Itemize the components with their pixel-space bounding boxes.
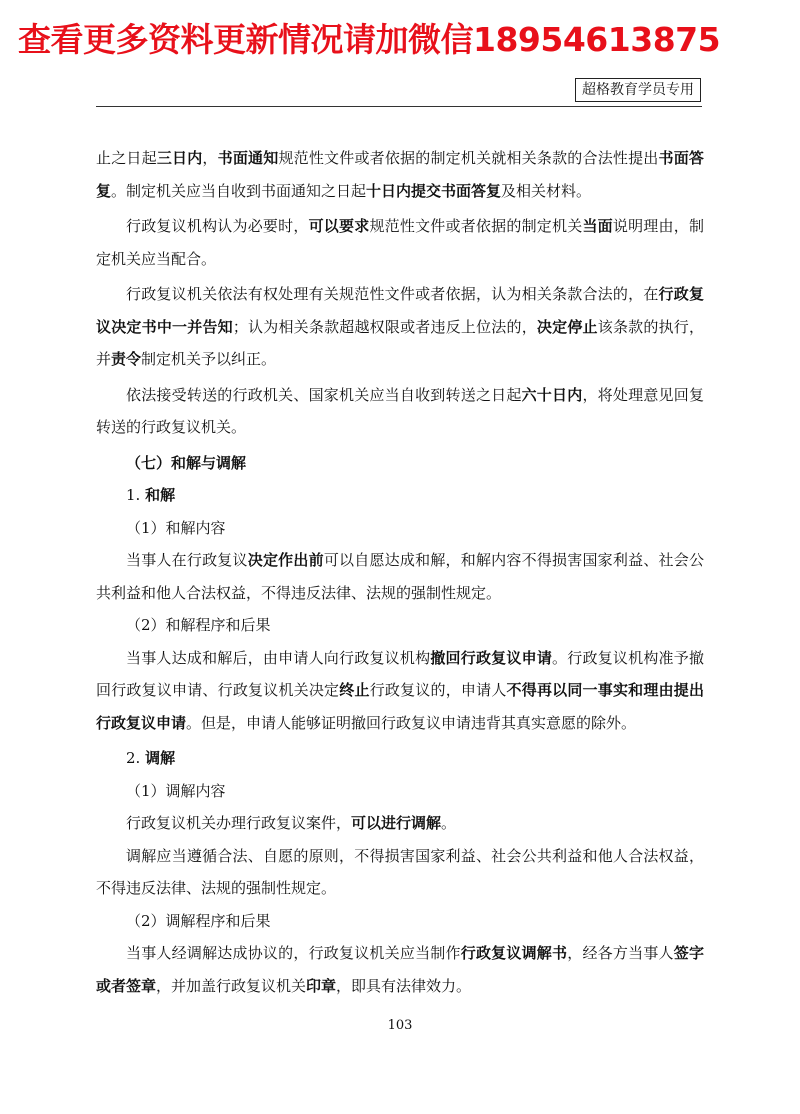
emphasis-text: 六十日内 xyxy=(521,385,583,404)
section-heading xyxy=(96,609,704,642)
text-run: ，即具有法律效力。 xyxy=(336,976,472,995)
emphasis-text: 可以进行调解 xyxy=(351,814,442,832)
emphasis-text: 可以要求 xyxy=(308,217,370,235)
paragraph xyxy=(96,142,704,207)
text-run: 规范性文件或者依据的制定机关就相关条款的合法性提出 xyxy=(278,149,659,167)
text-run: （2）调解程序和后果 xyxy=(126,911,271,930)
emphasis-text: 终止 xyxy=(339,681,370,699)
paragraph xyxy=(96,840,704,905)
document-body xyxy=(96,142,704,1002)
section-heading xyxy=(96,905,704,938)
paragraph xyxy=(96,807,704,840)
section-heading xyxy=(96,775,704,808)
text-run: 该条款的执行，并 xyxy=(96,317,704,368)
paragraph xyxy=(96,937,704,1002)
text-run: 当事人在行政复议 xyxy=(126,551,248,569)
header-badge: 超格教育学员专用 xyxy=(575,78,701,102)
emphasis-text: 调解 xyxy=(145,749,176,767)
text-run: 。制定机关应当自收到书面通知之日起 xyxy=(111,181,367,200)
text-run: 调解应当遵循合法、自愿的原则，不得损害国家利益、社会公共利益和他人合法权益，不得违反法律、法规的强制性规定。 xyxy=(96,846,704,897)
emphasis-text: 书面通知 xyxy=(217,149,279,167)
text-run: ，经各方当事人 xyxy=(567,944,674,962)
text-run: 行政复议机关办理行政复议案件， xyxy=(126,814,352,832)
text-run: 及相关材料。 xyxy=(501,181,592,200)
header-rule xyxy=(96,106,702,107)
text-run: ，将处理意见回复转送的行政复议机关。 xyxy=(96,385,704,436)
text-run: 规范性文件或者依据的制定机关 xyxy=(369,217,583,235)
emphasis-text: 印章 xyxy=(306,976,337,995)
emphasis-text: 行政复议决定书中一并告知 xyxy=(96,285,704,336)
emphasis-text: 不得再以同一事实和理由提出行政复议申请 xyxy=(96,681,704,732)
emphasis-text: 书面答复 xyxy=(96,149,704,200)
text-run: 行政复议机关依法有权处理有关规范性文件或者依据，认为相关条款合法的，在 xyxy=(126,285,659,303)
text-run: 说明理由，制定机关应当配合。 xyxy=(96,217,704,268)
text-run: 可以自愿达成和解，和解内容不得损害国家利益、社会公共利益和他人合法权益，不得违反法律、法规的强制性规定。 xyxy=(96,551,704,602)
text-run: 当事人经调解达成协议的，行政复议机关应当制作 xyxy=(126,944,461,962)
text-run: 。行政复议机构准予撤回行政复议申请、行政复议机关决定 xyxy=(96,648,704,699)
page-number: 103 xyxy=(387,1018,413,1033)
text-run: 。但是，申请人能够证明撤回行政复议申请违背其真实意愿的除外。 xyxy=(186,713,637,732)
section-heading xyxy=(96,512,704,545)
text-run: 1. xyxy=(126,486,146,504)
watermark-banner: 查看更多资料更新情况请加微信18954613875 xyxy=(18,20,721,59)
section-heading xyxy=(96,447,704,480)
text-run: 行政复议机构认为必要时， xyxy=(126,217,309,235)
emphasis-text: 和解 xyxy=(145,486,176,504)
text-run: ， xyxy=(202,149,218,167)
emphasis-text: 责令 xyxy=(111,350,142,368)
text-run: （2）和解程序和后果 xyxy=(126,616,271,634)
text-run: ；认为相关条款超越权限或者违反上位法的， xyxy=(232,317,537,336)
emphasis-text: 当面 xyxy=(582,217,613,235)
emphasis-text: 决定作出前 xyxy=(247,551,324,569)
section-heading xyxy=(96,742,704,775)
emphasis-text: （七）和解与调解 xyxy=(126,453,247,472)
text-run: 依法接受转送的行政机关、国家机关应当自收到转送之日起 xyxy=(126,385,522,404)
text-run: 2. xyxy=(126,749,146,767)
emphasis-text: 十日内提交书面答复 xyxy=(366,181,502,200)
text-run: 止之日起 xyxy=(96,149,157,167)
emphasis-text: 决定停止 xyxy=(536,317,598,336)
paragraph xyxy=(96,379,704,444)
emphasis-text: 行政复议调解书 xyxy=(460,944,568,962)
text-run: 制定机关予以纠正。 xyxy=(141,350,277,368)
paragraph xyxy=(96,278,704,376)
paragraph xyxy=(96,544,704,609)
text-run: （1）和解内容 xyxy=(126,518,226,537)
text-run: 当事人达成和解后，由申请人向行政复议机构 xyxy=(126,648,431,667)
emphasis-text: 三日内 xyxy=(156,149,203,167)
text-run: 行政复议的，申请人 xyxy=(369,681,507,699)
paragraph xyxy=(96,642,704,740)
text-run: 。 xyxy=(441,814,457,832)
paragraph xyxy=(96,210,704,275)
emphasis-text: 撤回行政复议申请 xyxy=(430,648,553,667)
text-run: ，并加盖行政复议机关 xyxy=(156,976,307,995)
emphasis-text: 签字或者签章 xyxy=(96,944,704,995)
text-run: （1）调解内容 xyxy=(126,781,226,800)
section-heading xyxy=(96,479,704,512)
